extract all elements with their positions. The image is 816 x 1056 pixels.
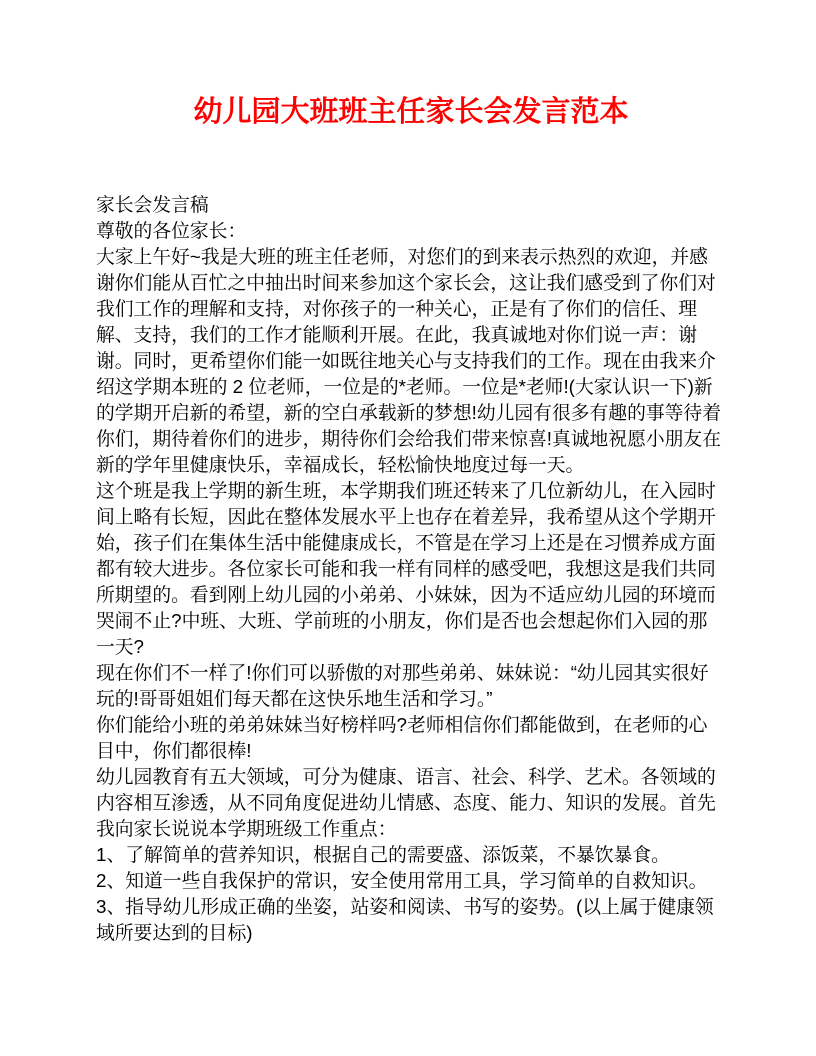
document-paragraph: 大家上午好~我是大班的班主任老师，对您们的到来表示热烈的欢迎，并感谢你们能从百忙之中抽出时间来参加这个家长会，这让我们感受到了你们对我们工作的理解和支持，对你孩子的一种关心，正是有了你们的信任、理解、支持，我们的工作才能顺利开展。在此，我真诚地对你们说一声：谢谢。同时，更希望你们能一如既往地关心与支持我们的工作。现在由我来介绍这学期本班的 2 位老师，一位是的*老师。一位是*老师!(大家认识一下)新的学期开启新的希望，新的空白承载新的梦想!幼儿园有很多有趣的事等待着你们，期待着你们的进步，期待你们会给我们带来惊喜!真诚地祝愿小朋友在新的学年里健康快乐，幸福成长，轻松愉快地度过每一天。	[96, 246, 721, 475]
document-paragraph: 1、了解简单的营养知识，根据自己的需要盛、添饭菜，不暴饮暴食。	[96, 844, 670, 865]
document-paragraph: 2、知道一些自我保护的常识，安全使用常用工具，学习简单的自救知识。	[96, 870, 708, 891]
document-paragraph: 你们能给小班的弟弟妹妹当好榜样吗?老师相信你们都能做到，在老师的心目中，你们都很棒!	[96, 714, 708, 761]
document-paragraph: 家长会发言稿	[96, 194, 209, 215]
document-body	[96, 192, 726, 946]
document-title: 幼儿园大班班主任家长会发言范本	[193, 96, 629, 128]
document-paragraph: 这个班是我上学期的新生班，本学期我们班还转来了几位新幼儿，在入园时间上略有长短，因此在整体发展水平上也存在着差异，我希望从这个学期开始，孩子们在集体生活中能健康成长，不管是在学习上还是在习惯养成方面都有较大进步。各位家长可能和我一样有同样的感受吧，我想这是我们共同所期望的。看到刚上幼儿园的小弟弟、小妹妹，因为不适应幼儿园的环境而哭闹不止?中班、大班、学前班的小朋友，你们是否也会想起你们入园的那一天?	[96, 480, 716, 657]
document-paragraph: 3、指导幼儿形成正确的坐姿，站姿和阅读、书写的姿势。(以上属于健康领域所要达到的目标)	[96, 896, 714, 943]
document-paragraph: 尊敬的各位家长：	[96, 220, 247, 241]
document-paragraph: 现在你们不一样了!你们可以骄傲的对那些弟弟、妹妹说：“幼儿园其实很好玩的!哥哥姐姐们每天都在这快乐地生活和学习。”	[96, 662, 709, 709]
document-paragraph: 幼儿园教育有五大领域，可分为健康、语言、社会、科学、艺术。各领域的内容相互渗透，从不同角度促进幼儿情感、态度、能力、知识的发展。首先我向家长说说本学期班级工作重点：	[96, 766, 716, 839]
